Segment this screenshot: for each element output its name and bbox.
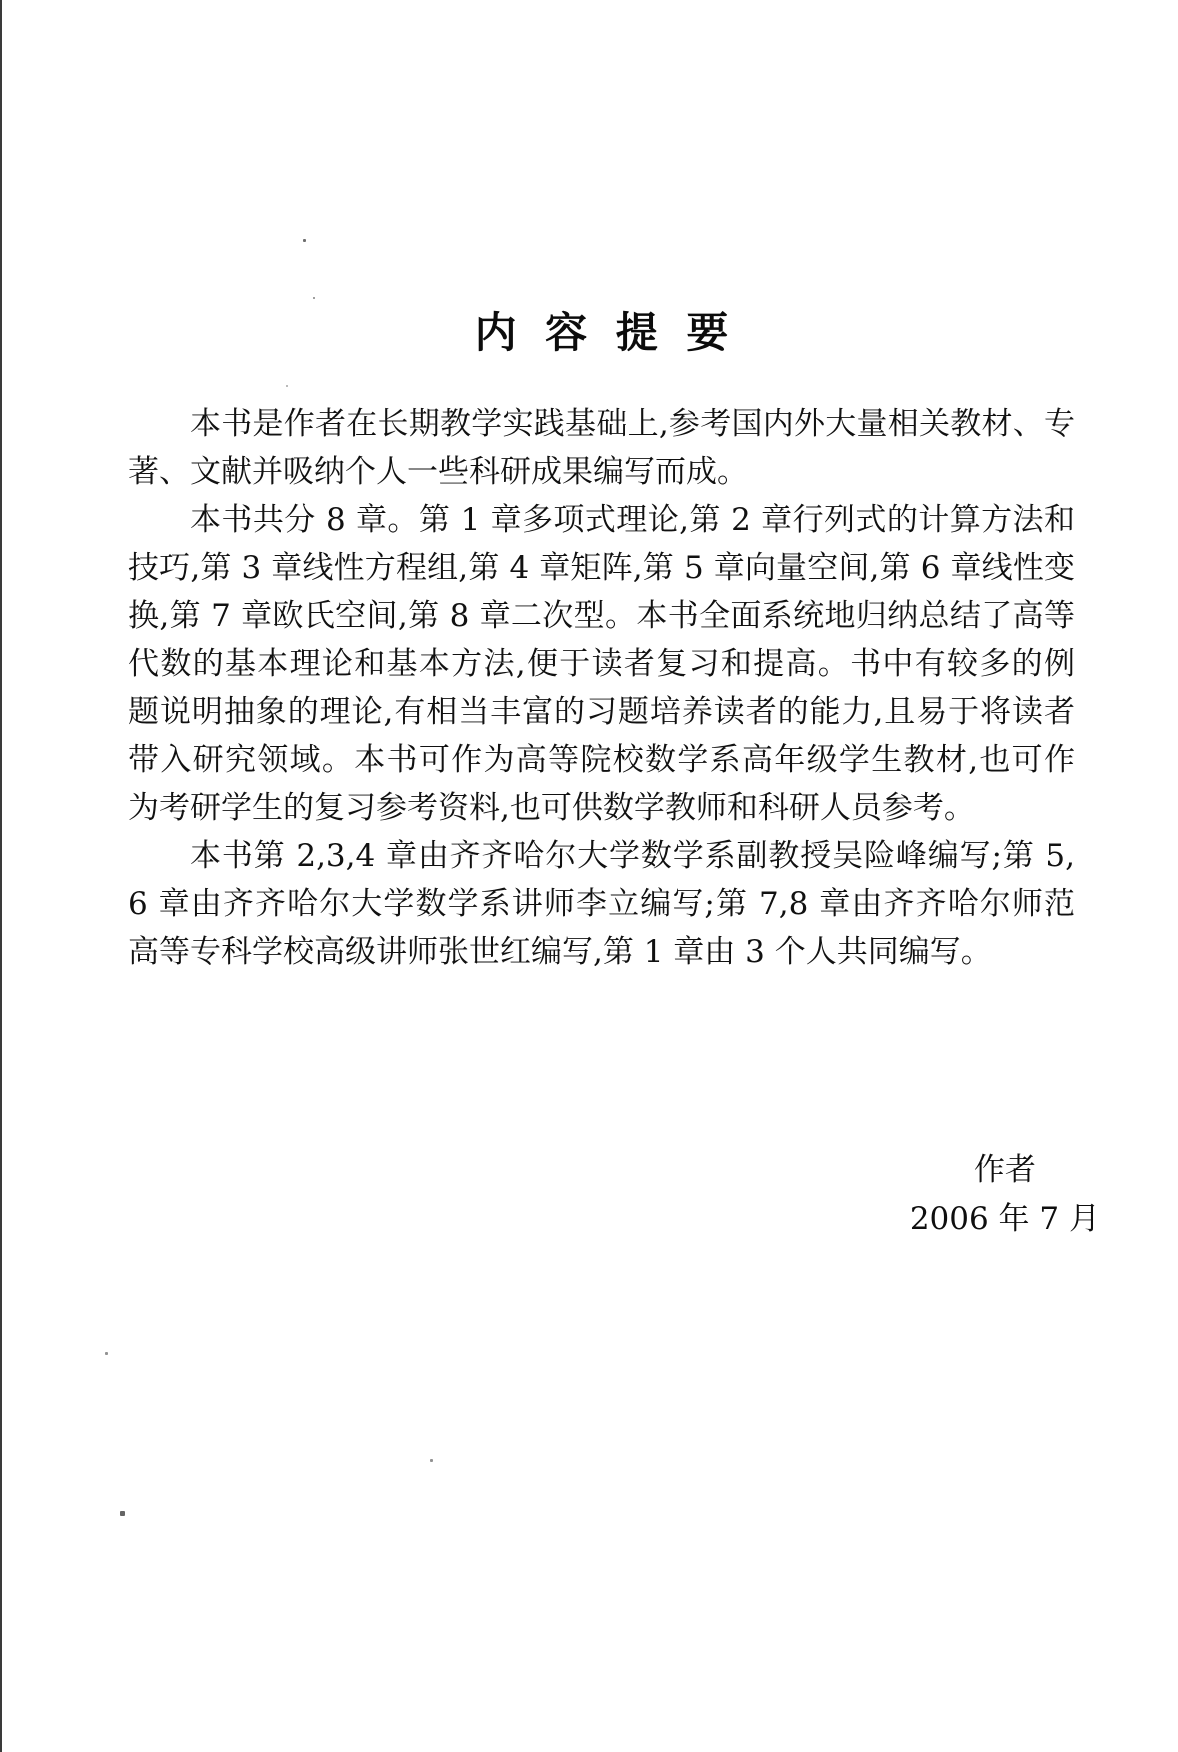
text-line: 高等专科学校高级讲师张世红编写,第 1 章由 3 个人共同编写。 (128, 934, 992, 970)
text-line: 换,第 7 章欧氏空间,第 8 章二次型。本书全面系统地归纳总结了高等 (128, 598, 1075, 634)
text-line: 为考研学生的复习参考资料,也可供数学教师和科研人员参考。 (128, 790, 975, 826)
text-line: 带入研究领域。本书可作为高等院校数学系高年级学生教材,也可作 (128, 742, 1075, 778)
signature-author: 作者 (973, 1152, 1036, 1188)
scan-speck (120, 1511, 125, 1516)
scan-edge-line (0, 0, 2, 1752)
scan-speck (105, 1352, 108, 1355)
text-line: 本书共分 8 章。第 1 章多项式理论,第 2 章行列式的计算方法和 (190, 502, 1075, 538)
text-line: 本书第 2,3,4 章由齐齐哈尔大学数学系副教授吴险峰编写;第 5, (190, 838, 1075, 874)
text-line: 题说明抽象的理论,有相当丰富的习题培养读者的能力,且易于将读者 (128, 694, 1075, 730)
text-line: 本书是作者在长期教学实践基础上,参考国内外大量相关教材、专 (190, 406, 1075, 442)
page-title: 内 容 提 要 (474, 308, 729, 357)
scan-speck (313, 297, 315, 299)
text-line: 6 章由齐齐哈尔大学数学系讲师李立编写;第 7,8 章由齐齐哈尔师范 (128, 886, 1075, 922)
scan-speck (303, 239, 306, 242)
signature-date: 2006 年 7 月 (909, 1201, 1100, 1237)
body-text (128, 400, 1075, 976)
scan-speck (286, 385, 288, 387)
text-line: 著、文献并吸纳个人一些科研成果编写而成。 (128, 454, 748, 490)
scan-speck (430, 1459, 433, 1462)
text-line: 代数的基本理论和基本方法,便于读者复习和提高。书中有较多的例 (128, 646, 1075, 682)
signature-block (910, 1146, 1100, 1244)
text-line: 技巧,第 3 章线性方程组,第 4 章矩阵,第 5 章向量空间,第 6 章线性变 (128, 550, 1075, 586)
